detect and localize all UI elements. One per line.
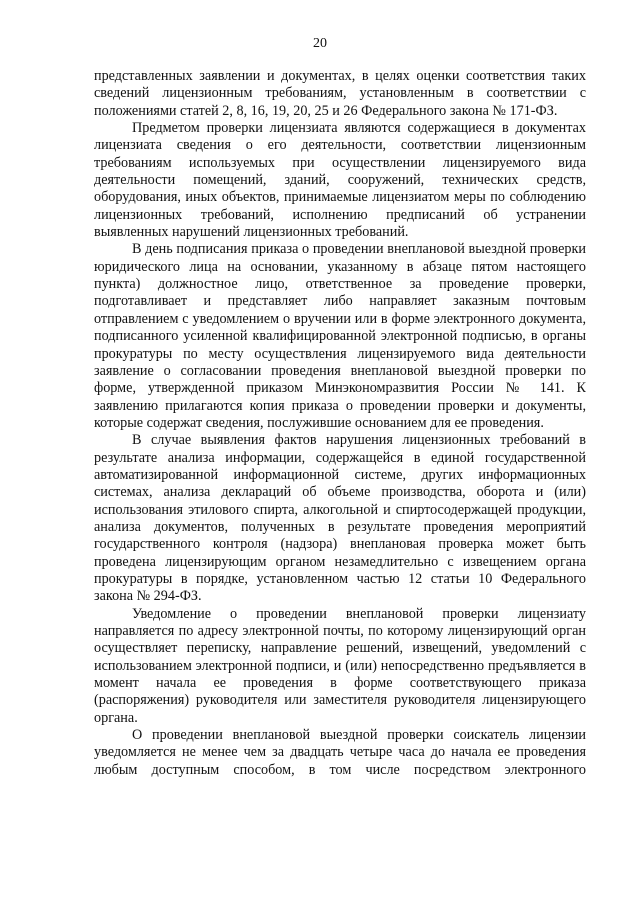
paragraph-continuation: представленных заявлении и документах, в целях оценки соответствия таких сведений лицензионным требованиям, установленным в соответствии с положениями статей 2, 8, 16, 19, 20, 25 и 26 Федерального закона № 171-ФЗ.	[94, 68, 586, 119]
document-body	[94, 68, 586, 779]
paragraph-prosecutor-approval: В день подписания приказа о проведении внеплановой выездной проверки юридического лица на основании, указанному в абзаце пятом настоящего пункта) должностное лицо, ответственное за проведение проверки, подготавливает и представляет либо направляет заказным почтовым отправлением с уведомлением о вручении или в форме электронного документа, подписанного усиленной квалифицированной электронной подписью, в органы прокуратуры по месту осуществления лицензируемого вида деятельности заявление о согласовании проведения внеплановой выездной проверки по форме, утвержденной приказом Минэкономразвития России № 141. К заявлению прилагаются копия приказа о проведении проверки и документы, которые содержат сведения, послужившие основанием для ее проведения.	[94, 241, 586, 431]
paragraph-inspection-subject: Предметом проверки лицензиата являются содержащиеся в документах лицензиата сведения о его деятельности, соответствии лицензионным требованиям используемых при осуществлении лицензируемого вида деятельности помещений, зданий, сооружений, технических средств, оборудования, иных объектов, принимаемые лицензиатом меры по соблюдению лицензионных требований, исполнению предписаний об устранении выявленных нарушений лицензионных требований.	[94, 120, 586, 241]
paragraph-licensee-notification: Уведомление о проведении внеплановой проверки лицензиату направляется по адресу электронной почты, по которому лицензирующий орган осуществляет переписку, направление решений, извещений, уведомлений с использованием электронной подписи, и (или) непосредственно предъявляется в момент начала ее проведения в форме соответствующего приказа (распоряжения) руководителя или заместителя руководителя лицензирующего органа.	[94, 605, 586, 726]
paragraph-violation-detection: В случае выявления фактов нарушения лицензионных требований в результате анализа информации, содержащейся в единой государственной автоматизированной информационной системе, других информационных системах, анализа деклараций об объеме производства, оборота и (или) использования этилового спирта, алкогольной и спиртосодержащей продукции, анализа документов, полученных в результате проведения мероприятий государственного контроля (надзора) внеплановая проверка может быть проведена лицензирующим органом незамедлительно с извещением органа прокуратуры в порядке, установленном частью 12 статьи 10 Федерального закона № 294-ФЗ.	[94, 432, 586, 605]
paragraph-applicant-notification: О проведении внеплановой выездной проверки соискатель лицензии уведомляется не менее чем за двадцать четыре часа до начала ее проведения любым доступным способом, в том числе посредством электронного	[94, 727, 586, 778]
page-number: 20	[313, 36, 327, 51]
